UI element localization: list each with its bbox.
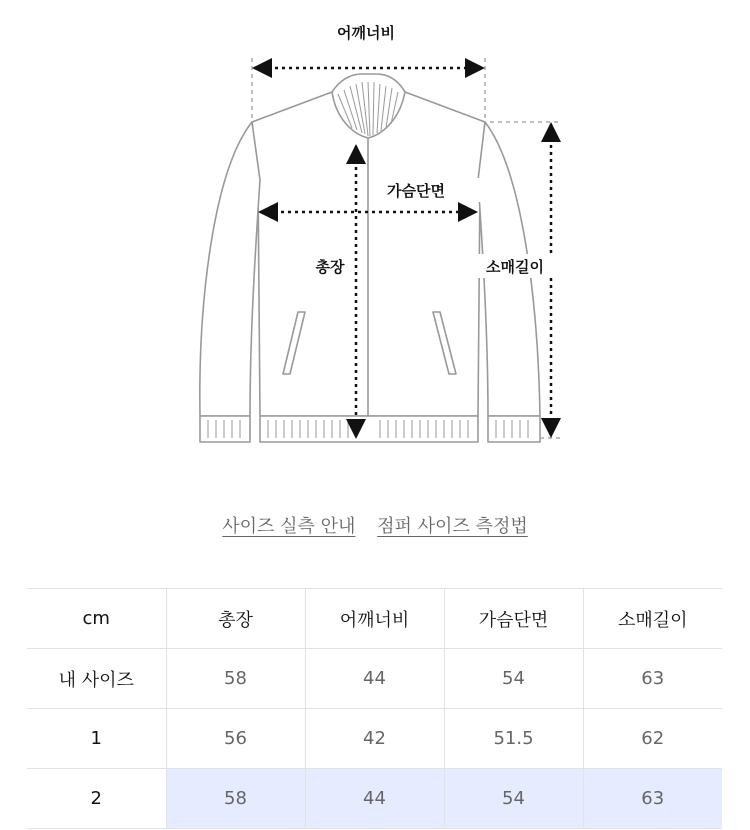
header-unit: cm xyxy=(27,589,166,649)
cell-value: 58 xyxy=(166,649,305,709)
cell-value: 44 xyxy=(305,769,444,829)
row-label: 내 사이즈 xyxy=(27,649,166,709)
cell-value: 58 xyxy=(166,769,305,829)
cell-value: 62 xyxy=(583,709,722,769)
size-table xyxy=(27,588,722,829)
header-sleeve: 소매길이 xyxy=(583,589,722,649)
row-label: 2 xyxy=(27,769,166,829)
cell-value: 63 xyxy=(583,769,722,829)
cell-value: 56 xyxy=(166,709,305,769)
shoulder-label: 어깨너비 xyxy=(337,24,395,42)
chest-label: 가슴단면 xyxy=(387,182,445,200)
header-shoulder: 어깨너비 xyxy=(305,589,444,649)
size-links xyxy=(0,512,750,538)
measure-method-link[interactable]: 점퍼 사이즈 측정법 xyxy=(377,516,528,537)
header-length: 총장 xyxy=(166,589,305,649)
table-row-size-2 xyxy=(27,769,722,829)
row-label: 1 xyxy=(27,709,166,769)
cell-value: 44 xyxy=(305,649,444,709)
table-row-my-size xyxy=(27,649,722,709)
cell-value: 63 xyxy=(583,649,722,709)
table-header-row xyxy=(27,589,722,649)
cell-value: 42 xyxy=(305,709,444,769)
cell-value: 51.5 xyxy=(444,709,583,769)
sleeve-label: 소매길이 xyxy=(486,258,544,276)
cell-value: 54 xyxy=(444,769,583,829)
header-chest: 가슴단면 xyxy=(444,589,583,649)
cell-value: 54 xyxy=(444,649,583,709)
table-row-size-1 xyxy=(27,709,722,769)
size-guide-link[interactable]: 사이즈 실측 안내 xyxy=(222,516,356,537)
length-label: 총장 xyxy=(315,258,345,276)
